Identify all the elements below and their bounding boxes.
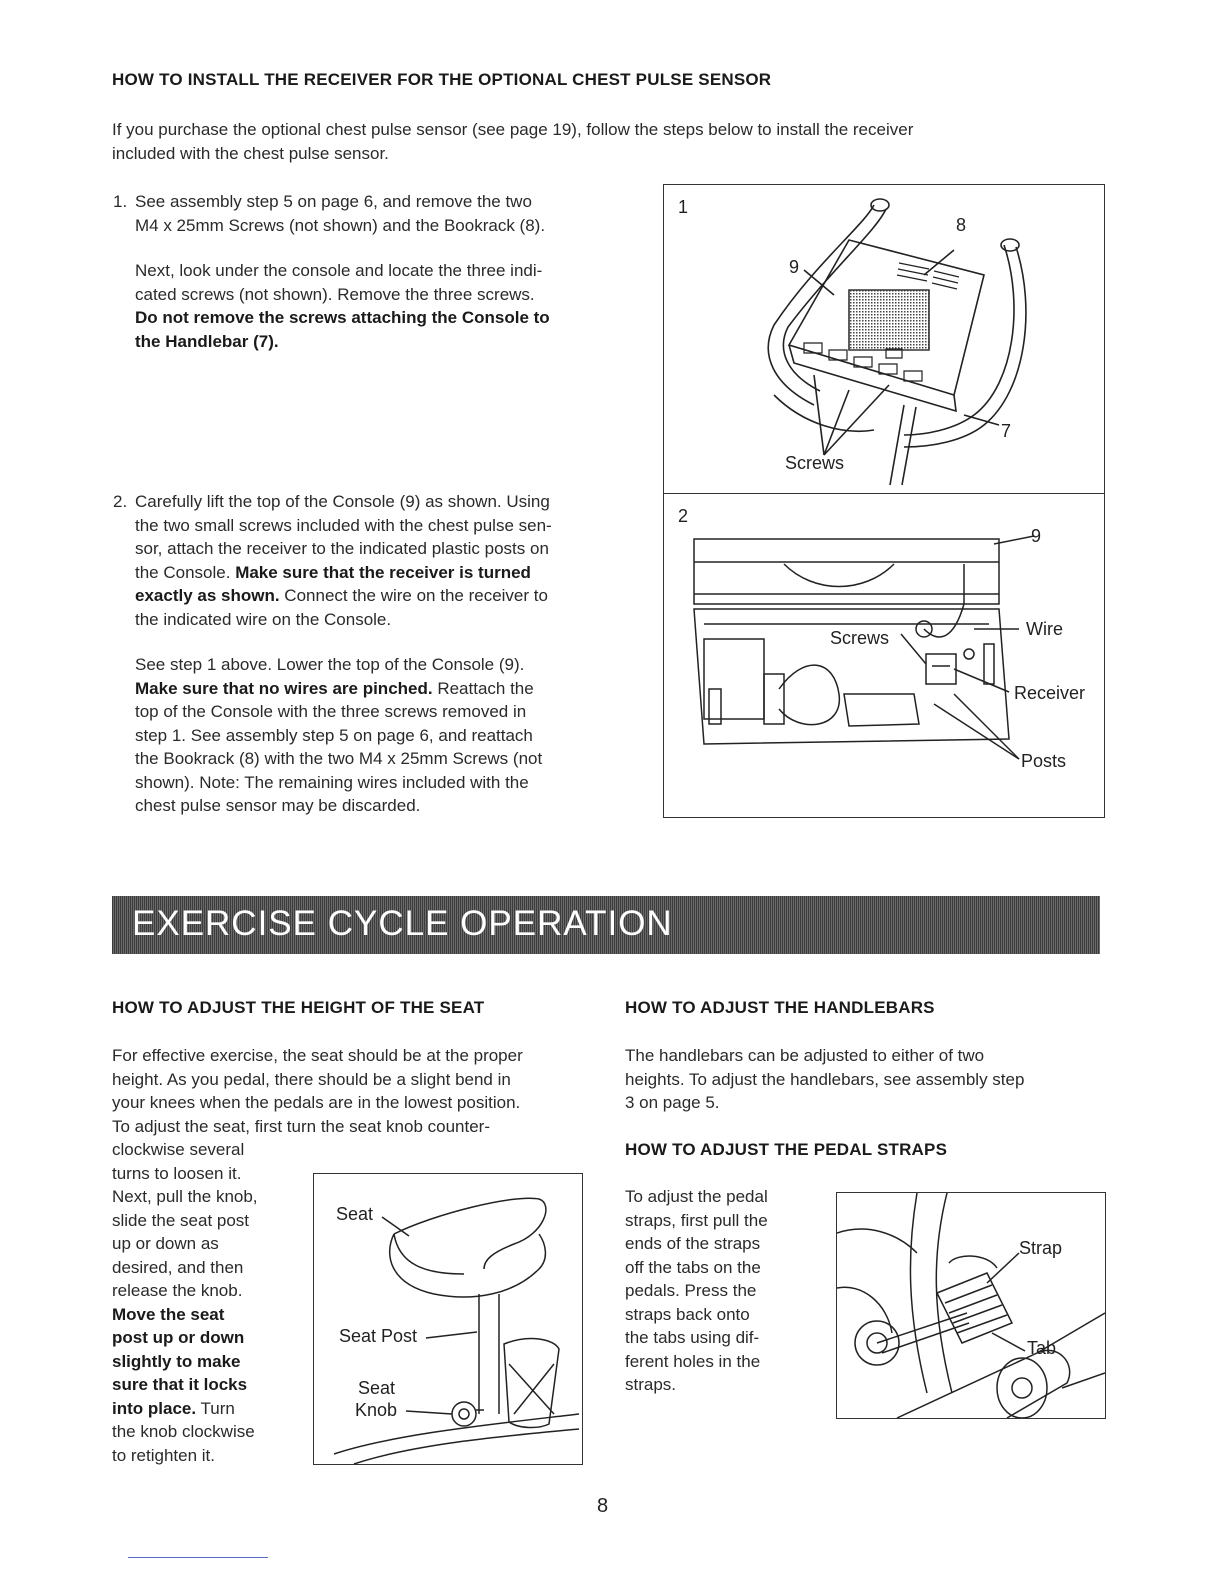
pedal-figure	[836, 1192, 1106, 1419]
text-line: straps, first pull the	[625, 1210, 768, 1230]
text-line: shown). Note: The remaining wires included with the	[135, 772, 529, 792]
intro-line: included with the chest pulse sensor.	[112, 143, 389, 163]
text-span: Turn	[196, 1398, 235, 1418]
text-line: Carefully lift the top of the Console (9) as shown. Using	[135, 492, 550, 511]
callout-strap: Strap	[1019, 1238, 1063, 1258]
text-span: Connect the wire on the receiver to	[279, 586, 548, 605]
text-line: M4 x 25mm Screws (not shown) and the Bookrack (8).	[135, 215, 546, 235]
warning-text: post up or down	[112, 1328, 245, 1347]
callout-9: 9	[1031, 526, 1042, 546]
warning-text: slightly to make	[112, 1351, 241, 1371]
text-line: top of the Console with the three screws removed in	[135, 702, 527, 721]
warning-text: Make sure that no wires are pinched.	[135, 678, 433, 698]
warning-text: sure that it locks	[112, 1375, 248, 1394]
warning-text: the Handlebar (7).	[135, 331, 279, 351]
console-illustration	[664, 185, 1104, 495]
text-line: Next, pull the knob,	[112, 1187, 258, 1206]
text-line: cated screws (not shown). Remove the three screws.	[135, 284, 535, 304]
text-line: step 1. See assembly step 5 on page 6, and reattach	[135, 725, 533, 745]
text-line: For effective exercise, the seat should be at the proper	[112, 1046, 523, 1065]
page-number: 8	[597, 1495, 609, 1517]
receiver-heading: HOW TO INSTALL THE RECEIVER FOR THE OPTIONAL CHEST PULSE SENSOR	[112, 70, 772, 89]
callout-7: 7	[1001, 421, 1012, 441]
callout-seat: Seat	[336, 1204, 374, 1224]
warning-text: Move the seat	[112, 1304, 225, 1324]
text-line: the knob clockwise	[112, 1422, 255, 1441]
figure-number: 1	[678, 197, 689, 217]
figure-2-receiver	[663, 493, 1105, 818]
text-line: pedals. Press the	[625, 1281, 757, 1300]
text-line: your knees when the pedals are in the lowest position.	[112, 1093, 521, 1112]
handlebar-text	[625, 1044, 1105, 1115]
text-line: To adjust the seat, first turn the seat knob counter-	[112, 1116, 490, 1136]
callout-posts: Posts	[1021, 751, 1067, 771]
section-banner	[112, 896, 1100, 954]
warning-text: into place.	[112, 1398, 197, 1418]
text-line: See assembly step 5 on page 6, and remove the two	[135, 192, 532, 211]
figure-1-console	[663, 184, 1105, 496]
text-line: See step 1 above. Lower the top of the Console (9).	[135, 655, 525, 674]
text-line: chest pulse sensor may be discarded.	[135, 796, 421, 815]
text-line: the two small screws included with the chest pulse sen-	[135, 515, 552, 535]
text-line: the Bookrack (8) with the two M4 x 25mm Screws (not	[135, 749, 543, 768]
intro-line: If you purchase the optional chest pulse sensor (see page 19), follow the steps below to install the receiver	[112, 120, 914, 139]
text-line: heights. To adjust the handlebars, see assembly step	[625, 1069, 1025, 1089]
step-1	[113, 190, 655, 353]
text-line: ends of the straps	[625, 1234, 761, 1253]
callout-wire: Wire	[1026, 619, 1063, 639]
banner-title: EXERCISE CYCLE OPERATION	[132, 904, 673, 943]
seat-heading: HOW TO ADJUST THE HEIGHT OF THE SEAT	[112, 998, 485, 1017]
text-line: straps.	[625, 1375, 677, 1394]
text-line: up or down as	[112, 1234, 219, 1253]
pedal-heading: HOW TO ADJUST THE PEDAL STRAPS	[625, 1140, 948, 1159]
callout-seat-knob: Knob	[355, 1400, 398, 1420]
pedal-text	[625, 1185, 825, 1397]
step-number: 2.	[113, 492, 128, 511]
figure-number: 2	[678, 506, 689, 526]
text-line: straps back onto	[625, 1304, 750, 1324]
callout-seat-knob: Seat	[358, 1378, 396, 1398]
text-line: Next, look under the console and locate the three indi-	[135, 261, 543, 280]
text-line: release the knob.	[112, 1281, 243, 1300]
text-line: ferent holes in the	[625, 1351, 761, 1371]
handlebar-heading: HOW TO ADJUST THE HANDLEBARS	[625, 998, 935, 1017]
step-2	[113, 490, 655, 818]
callout-tab: Tab	[1027, 1338, 1057, 1358]
text-line: the indicated wire on the Console.	[135, 609, 392, 629]
text-line: the tabs using dif-	[625, 1328, 760, 1347]
text-line: 3 on page 5.	[625, 1093, 720, 1112]
text-line: height. As you pedal, there should be a slight bend in	[112, 1069, 511, 1089]
text-line: off the tabs on the	[625, 1257, 761, 1277]
text-line: to retighten it.	[112, 1445, 216, 1465]
seat-figure	[313, 1173, 583, 1465]
text-span: Reattach the	[432, 678, 534, 698]
text-span: the Console.	[135, 562, 236, 582]
callout-seat-post: Seat Post	[339, 1326, 418, 1346]
callout-screws: Screws	[830, 628, 890, 648]
warning-text: Make sure that the receiver is turned	[235, 562, 531, 582]
receiver-intro	[112, 118, 1112, 165]
callout-screws: Screws	[785, 453, 845, 473]
warning-text: exactly as shown.	[135, 586, 280, 605]
text-line: To adjust the pedal	[625, 1187, 768, 1206]
callout-9: 9	[789, 257, 800, 277]
text-line: The handlebars can be adjusted to either of two	[625, 1046, 985, 1065]
text-line: turns to loosen it.	[112, 1163, 242, 1183]
footer-rule	[128, 1557, 268, 1558]
text-line: clockwise several	[112, 1140, 245, 1159]
text-line: desired, and then	[112, 1257, 244, 1277]
warning-text: Do not remove the screws attaching the Console to	[135, 308, 550, 327]
text-line: sor, attach the receiver to the indicated plastic posts on	[135, 539, 549, 558]
step-number: 1.	[113, 192, 128, 211]
pedal-illustration	[837, 1193, 1105, 1418]
callout-receiver: Receiver	[1014, 683, 1086, 703]
text-line: slide the seat post	[112, 1210, 250, 1230]
callout-8: 8	[956, 215, 967, 235]
